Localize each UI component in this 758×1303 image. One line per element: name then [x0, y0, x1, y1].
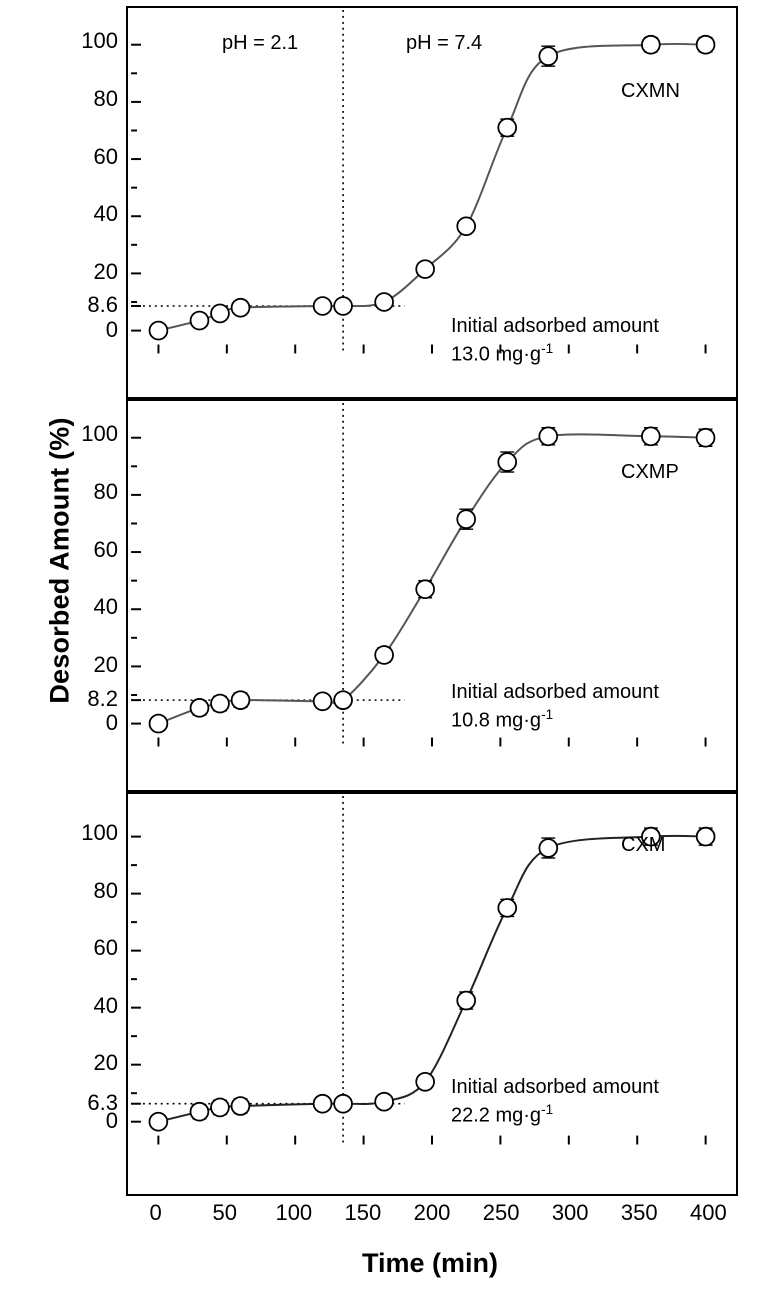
- x-axis-title: Time (min): [361, 1248, 498, 1278]
- note-line-2: 10.8 $mg\cdot g^{-1}$: [451, 707, 554, 732]
- data-point-marker: [375, 1093, 393, 1111]
- y-axis-title: Desorbed Amount (%): [44, 417, 75, 704]
- x-tick-label: 50: [212, 1200, 237, 1225]
- data-point-marker: [191, 1103, 209, 1121]
- data-point-marker: [539, 47, 557, 65]
- y-tick-label: 100: [81, 28, 118, 54]
- x-tick-label: 100: [275, 1200, 313, 1225]
- y-tick-label: 0: [105, 316, 118, 342]
- data-point-marker: [232, 691, 250, 709]
- data-point-marker: [457, 510, 475, 528]
- data-point-marker: [416, 580, 434, 598]
- y-tick-label: 20: [93, 652, 118, 678]
- x-tick-label: 0: [149, 1200, 162, 1225]
- data-point-marker: [149, 1113, 167, 1131]
- data-point-marker: [232, 299, 250, 317]
- x-tick-label: 400: [690, 1200, 727, 1225]
- data-point-marker: [697, 429, 715, 447]
- y-tick-label: 40: [93, 201, 118, 227]
- data-point-marker: [150, 715, 168, 733]
- y-tick-label: 80: [93, 877, 118, 903]
- y-tick-label: 40: [93, 594, 118, 620]
- data-point-marker: [191, 312, 209, 330]
- note-line-1: Initial adsorbed amount: [451, 681, 659, 703]
- data-point-marker: [498, 899, 516, 917]
- y-tick-label: 8.2: [87, 686, 118, 712]
- data-point-marker: [539, 839, 557, 857]
- y-tick-label: 40: [93, 992, 118, 1018]
- data-point-marker: [457, 992, 475, 1010]
- series-label-cxmp: CXMP: [621, 461, 679, 483]
- note-line-1: Initial adsorbed amount: [451, 315, 659, 337]
- y-tick-label: 20: [93, 259, 118, 285]
- data-point-marker: [150, 322, 168, 340]
- data-point-marker: [314, 692, 332, 710]
- data-point-marker: [416, 1073, 434, 1091]
- data-point-marker: [211, 305, 229, 323]
- y-tick-label: 60: [93, 536, 118, 562]
- data-point-marker: [232, 1097, 250, 1115]
- y-tick-label: 100: [81, 421, 118, 447]
- initial-adsorbed-amount-note: [451, 313, 659, 369]
- note-line-1: Initial adsorbed amount: [451, 1076, 659, 1098]
- data-point-marker: [498, 453, 516, 471]
- data-point-marker: [697, 36, 715, 54]
- x-tick-label: 250: [482, 1200, 520, 1225]
- data-point-marker: [539, 427, 557, 445]
- data-point-marker: [375, 646, 393, 664]
- series-label-cxmn: CXMN: [621, 80, 680, 102]
- ph-neutral-label: pH = 7.4: [406, 32, 483, 54]
- data-point-marker: [191, 699, 209, 717]
- x-tick-label: 200: [413, 1200, 451, 1225]
- y-tick-label: 80: [93, 85, 118, 111]
- data-point-marker: [375, 293, 393, 311]
- data-point-marker: [314, 1095, 332, 1113]
- y-tick-label: 100: [81, 820, 118, 846]
- data-point-marker: [498, 119, 516, 137]
- initial-adsorbed-amount-note: [451, 1074, 659, 1130]
- y-tick-label: 60: [93, 935, 118, 961]
- y-tick-label: 6.3: [87, 1089, 118, 1115]
- note-line-2: 22.2 $mg\cdot g^{-1}$: [451, 1102, 554, 1127]
- y-tick-label: 8.6: [87, 292, 118, 318]
- data-point-marker: [416, 260, 434, 278]
- y-tick-label: 0: [105, 709, 118, 735]
- y-tick-label: 60: [93, 143, 118, 169]
- data-point-marker: [211, 1099, 229, 1117]
- data-point-marker: [334, 1095, 352, 1113]
- initial-adsorbed-amount-note: [451, 679, 659, 735]
- ph-acid-label: pH = 2.1: [222, 32, 299, 54]
- data-point-marker: [334, 297, 352, 315]
- series-label-cxm: CXM: [621, 834, 666, 856]
- x-tick-label: 350: [620, 1200, 658, 1225]
- data-point-marker: [457, 217, 475, 235]
- y-tick-label: 20: [93, 1050, 118, 1076]
- data-point-marker: [642, 36, 660, 54]
- y-tick-label: 0: [105, 1107, 118, 1133]
- data-point-marker: [314, 297, 332, 315]
- x-tick-label: 300: [551, 1200, 589, 1225]
- y-tick-label: 80: [93, 478, 118, 504]
- data-point-marker: [334, 691, 352, 709]
- note-line-2: 13.0 $mg\cdot g^{-1}$: [451, 341, 554, 366]
- data-point-marker: [211, 695, 229, 713]
- data-point-marker: [642, 427, 660, 445]
- x-tick-label: 150: [344, 1200, 382, 1225]
- data-point-marker: [697, 828, 715, 846]
